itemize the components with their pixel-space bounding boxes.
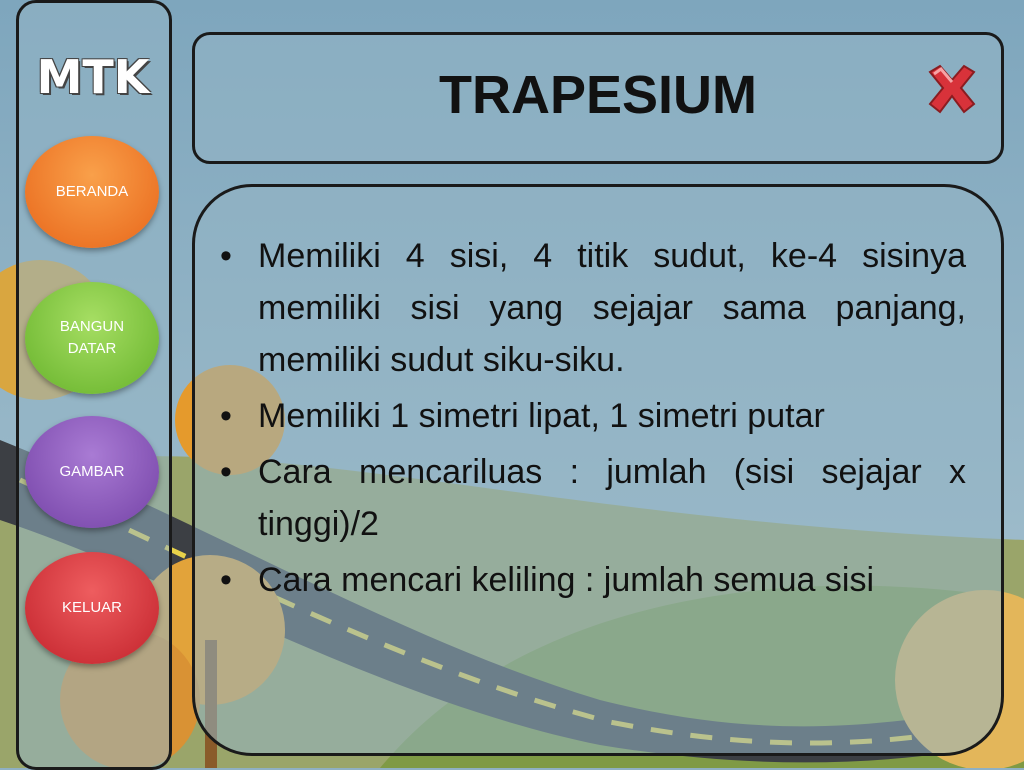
page-title: TRAPESIUM — [438, 65, 757, 125]
nav-label: GAMBAR — [59, 463, 125, 480]
nav-label: BERANDA — [55, 183, 129, 200]
nav-label: BANGUN DATAR — [59, 318, 125, 357]
nav-button-beranda[interactable] — [25, 136, 159, 248]
app-logo: MTK — [36, 50, 150, 104]
nav-button-keluar[interactable] — [25, 552, 159, 664]
list-item: • Memiliki 4 sisi, 4 titik sudut, ke-4 sisinya memiliki sisi yang sejajar sama panjang, memiliki sudut siku-siku. — [218, 230, 966, 386]
list-item: • Cara mencari keliling : jumlah semua sisi — [218, 554, 966, 606]
nav-button-gambar[interactable] — [25, 416, 159, 528]
list-item: • Memiliki 1 simetri lipat, 1 simetri putar — [218, 390, 966, 442]
bullet-list — [218, 230, 966, 610]
close-icon[interactable] — [924, 64, 980, 114]
list-item: • Cara mencariluas : jumlah (sisi sejajar x tinggi)/2 — [218, 446, 966, 550]
nav-button-bangun-datar[interactable] — [25, 282, 159, 394]
nav-label: KELUAR — [61, 599, 123, 616]
